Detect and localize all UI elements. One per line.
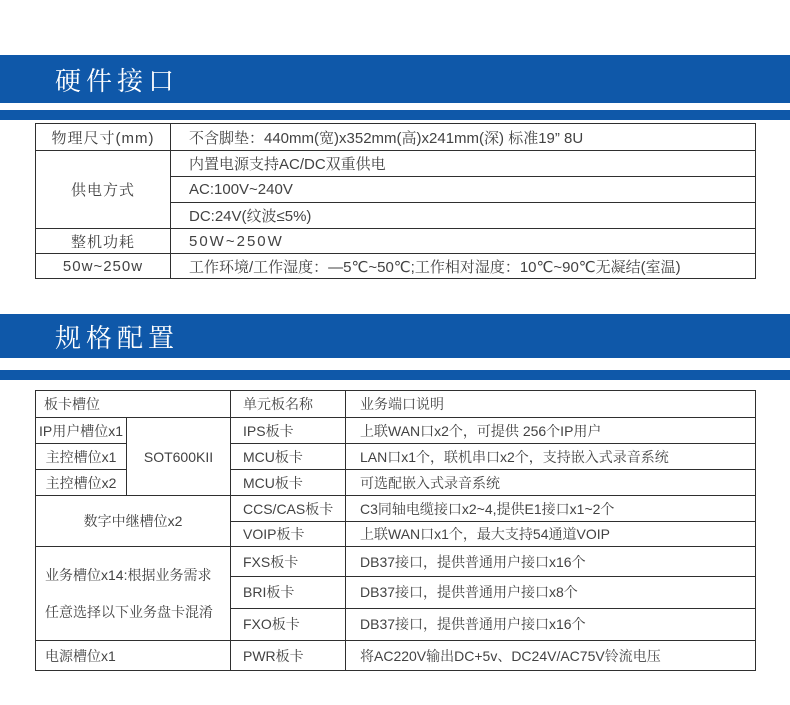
consumption-value: 50W~250W (171, 229, 756, 254)
header-board: 单元板名称 (231, 391, 346, 418)
environment-value: 工作环境/工作湿度：—5℃~50℃;工作相对湿度：10℃~90℃无凝结(室温) (171, 254, 756, 279)
table-row (36, 496, 756, 522)
power-dual-value: 内置电源支持AC/DC双重供电 (171, 151, 756, 177)
port-description: C3同轴电缆接口x2~4,提供E1接口x1~2个 (346, 496, 756, 522)
slot-ip-user: IP用户槽位x1 (36, 418, 127, 444)
board-name: FXO板卡 (231, 608, 346, 640)
port-description: DB37接口，提供普通用户接口x16个 (346, 547, 756, 577)
table-row (36, 418, 756, 444)
power-ac-value: AC:100V~240V (171, 177, 756, 203)
slot-main-2: 主控槽位x2 (36, 470, 127, 496)
slot-service-line2: 任意选择以下业务盘卡混淆 (45, 604, 213, 621)
port-description: 上联WAN口x2个，可提供 256个IP用户 (346, 418, 756, 444)
physical-size-label: 物理尺寸(mm) (36, 124, 171, 151)
section-banner-hardware (0, 55, 790, 103)
table-row (36, 641, 756, 671)
power-dc-value: DC:24V(纹波≤5%) (171, 203, 756, 229)
port-description: 上联WAN口x1个，最大支持54通道VOIP (346, 522, 756, 547)
board-name: BRI板卡 (231, 577, 346, 608)
consumption-label: 整机功耗 (36, 229, 171, 254)
port-description: 可选配嵌入式录音系统 (346, 470, 756, 496)
board-name: PWR板卡 (231, 641, 346, 671)
header-slot: 板卡槽位 (36, 391, 231, 418)
slot-service (36, 547, 231, 641)
table-header-row (36, 391, 756, 418)
board-name: MCU板卡 (231, 444, 346, 470)
board-name: FXS板卡 (231, 547, 346, 577)
port-description: 将AC220V输出DC+5v、DC24V/AC75V铃流电压 (346, 641, 756, 671)
hardware-table (35, 123, 756, 279)
table-row (36, 254, 756, 279)
port-description: DB37接口，提供普通用户接口x8个 (346, 577, 756, 608)
physical-size-value: 不含脚垫：440mm(宽)x352mm(高)x241mm(深) 标准19” 8U (171, 124, 756, 151)
banner-underline-strip-hardware (0, 110, 790, 120)
table-row (36, 151, 756, 177)
board-name: VOIP板卡 (231, 522, 346, 547)
banner-underline-strip-spec (0, 370, 790, 380)
section-title-spec: 规格配置 (55, 322, 180, 353)
table-row (36, 547, 756, 577)
port-description: DB37接口，提供普通用户接口x16个 (346, 608, 756, 640)
table-row (36, 229, 756, 254)
slot-digital-trunk: 数字中继槽位x2 (36, 496, 231, 547)
board-name: CCS/CAS板卡 (231, 496, 346, 522)
board-name: IPS板卡 (231, 418, 346, 444)
table-row (36, 124, 756, 151)
model-name: SOT600KII (127, 418, 231, 496)
configuration-table (35, 390, 756, 671)
section-title-hardware: 硬件接口 (55, 65, 180, 96)
slot-main-1: 主控槽位x1 (36, 444, 127, 470)
port-description: LAN口x1个，联机串口x2个，支持嵌入式录音系统 (346, 444, 756, 470)
header-port: 业务端口说明 (346, 391, 756, 418)
slot-service-line1: 业务槽位x14:根据业务需求 (45, 566, 212, 583)
power-supply-label: 供电方式 (36, 151, 171, 229)
section-banner-spec (0, 314, 790, 358)
slot-power: 电源槽位x1 (36, 641, 231, 671)
range-label: 50w~250w (36, 254, 171, 279)
board-name: MCU板卡 (231, 470, 346, 496)
